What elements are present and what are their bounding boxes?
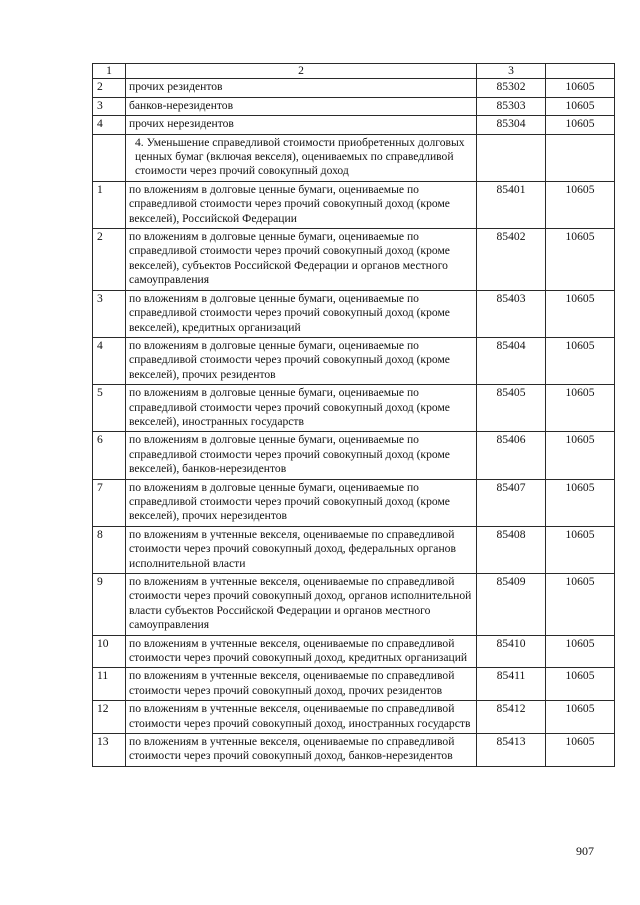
row-number-cell: 3 [93,97,126,115]
account-number-cell: 85405 [477,385,546,432]
page-number: 907 [576,844,594,858]
accounts-table [92,63,615,767]
row-number-cell: 5 [93,385,126,432]
row-number-cell: 12 [93,701,126,734]
account-number-cell: 85408 [477,526,546,573]
row-description-cell: по вложениям в долговые ценные бумаги, оцениваемые по справедливой стоимости через прочий совокупный доход (кроме векселей), банков-нерезидентов [126,432,477,479]
symbol-code-cell: 10605 [546,229,615,291]
symbol-code-cell: 10605 [546,526,615,573]
row-description-cell: по вложениям в долговые ценные бумаги, оцениваемые по справедливой стоимости через прочий совокупный доход (кроме векселей), иностранных государств [126,385,477,432]
account-number-cell: 85409 [477,574,546,636]
row-description-cell: по вложениям в долговые ценные бумаги, оцениваемые по справедливой стоимости через прочий совокупный доход (кроме векселей), кредитных организаций [126,290,477,337]
row-description-cell: по вложениям в учтенные векселя, оцениваемые по справедливой стоимости через прочий совокупный доход, банков-нерезидентов [126,734,477,767]
row-number-cell: 7 [93,479,126,526]
row-description-cell: прочих нерезидентов [126,116,477,134]
symbol-code-cell [546,134,615,181]
header-cell-col4 [546,64,615,79]
row-description-cell: по вложениям в учтенные векселя, оцениваемые по справедливой стоимости через прочий совокупный доход, кредитных организаций [126,635,477,668]
symbol-code-cell: 10605 [546,97,615,115]
header-cell-col3: 3 [477,64,546,79]
row-number-cell: 4 [93,337,126,384]
row-description-cell: прочих резидентов [126,79,477,97]
account-number-cell: 85410 [477,635,546,668]
row-number-cell: 8 [93,526,126,573]
account-number-cell: 85412 [477,701,546,734]
row-description-cell: по вложениям в долговые ценные бумаги, оцениваемые по справедливой стоимости через прочий совокупный доход (кроме векселей), субъектов Российской Федерации и органов местного самоуправления [126,229,477,291]
row-number-cell: 13 [93,734,126,767]
accounts-table-body [93,64,615,767]
symbol-code-cell: 10605 [546,385,615,432]
table-row [93,97,615,115]
account-number-cell: 85406 [477,432,546,479]
row-number-cell: 10 [93,635,126,668]
header-cell-col1: 1 [93,64,126,79]
account-number-cell: 85402 [477,229,546,291]
symbol-code-cell: 10605 [546,668,615,701]
row-number-cell: 9 [93,574,126,636]
row-description-cell: по вложениям в учтенные векселя, оцениваемые по справедливой стоимости через прочий совокупный доход, прочих резидентов [126,668,477,701]
table-row [93,479,615,526]
symbol-code-cell: 10605 [546,116,615,134]
row-number-cell: 11 [93,668,126,701]
account-number-cell [477,134,546,181]
row-description-cell: по вложениям в долговые ценные бумаги, оцениваемые по справедливой стоимости через прочий совокупный доход (кроме векселей), Российской Федерации [126,181,477,228]
symbol-code-cell: 10605 [546,701,615,734]
table-row [93,701,615,734]
row-description-cell: по вложениям в долговые ценные бумаги, оцениваемые по справедливой стоимости через прочий совокупный доход (кроме векселей), прочих резидентов [126,337,477,384]
row-number-cell: 2 [93,229,126,291]
table-row [93,290,615,337]
row-number-cell [93,134,126,181]
table-row [93,385,615,432]
row-description-cell: банков-нерезидентов [126,97,477,115]
table-row [93,181,615,228]
account-number-cell: 85411 [477,668,546,701]
table-row [93,432,615,479]
row-description-cell: по вложениям в учтенные векселя, оцениваемые по справедливой стоимости через прочий совокупный доход, федеральных органов исполнительной власти [126,526,477,573]
row-description-cell: 4. Уменьшение справедливой стоимости приобретенных долговых ценных бумаг (включая векселя), оцениваемых по справедливой стоимости через прочий совокупный доход [126,134,477,181]
account-number-cell: 85401 [477,181,546,228]
symbol-code-cell: 10605 [546,432,615,479]
account-number-cell: 85303 [477,97,546,115]
table-row [93,337,615,384]
account-number-cell: 85403 [477,290,546,337]
symbol-code-cell: 10605 [546,479,615,526]
row-description-cell: по вложениям в учтенные векселя, оцениваемые по справедливой стоимости через прочий совокупный доход, иностранных государств [126,701,477,734]
table-row [93,734,615,767]
row-number-cell: 6 [93,432,126,479]
header-cell-col2: 2 [126,64,477,79]
row-description-cell: по вложениям в долговые ценные бумаги, оцениваемые по справедливой стоимости через прочий совокупный доход (кроме векселей), прочих нерезидентов [126,479,477,526]
symbol-code-cell: 10605 [546,290,615,337]
table-row [93,526,615,573]
table-row [93,229,615,291]
row-description-cell: по вложениям в учтенные векселя, оцениваемые по справедливой стоимости через прочий совокупный доход, органов исполнительной власти субъектов Российской Федерации и органов местного самоуправления [126,574,477,636]
table-row [93,79,615,97]
account-number-cell: 85302 [477,79,546,97]
account-number-cell: 85407 [477,479,546,526]
row-number-cell: 1 [93,181,126,228]
account-number-cell: 85413 [477,734,546,767]
table-row [93,635,615,668]
account-number-cell: 85404 [477,337,546,384]
symbol-code-cell: 10605 [546,181,615,228]
symbol-code-cell: 10605 [546,635,615,668]
row-number-cell: 2 [93,79,126,97]
account-number-cell: 85304 [477,116,546,134]
symbol-code-cell: 10605 [546,337,615,384]
row-number-cell: 4 [93,116,126,134]
symbol-code-cell: 10605 [546,574,615,636]
table-header-row [93,64,615,79]
row-number-cell: 3 [93,290,126,337]
table-row [93,116,615,134]
symbol-code-cell: 10605 [546,734,615,767]
table-row [93,668,615,701]
symbol-code-cell: 10605 [546,79,615,97]
table-row [93,574,615,636]
section-heading-row [93,134,615,181]
